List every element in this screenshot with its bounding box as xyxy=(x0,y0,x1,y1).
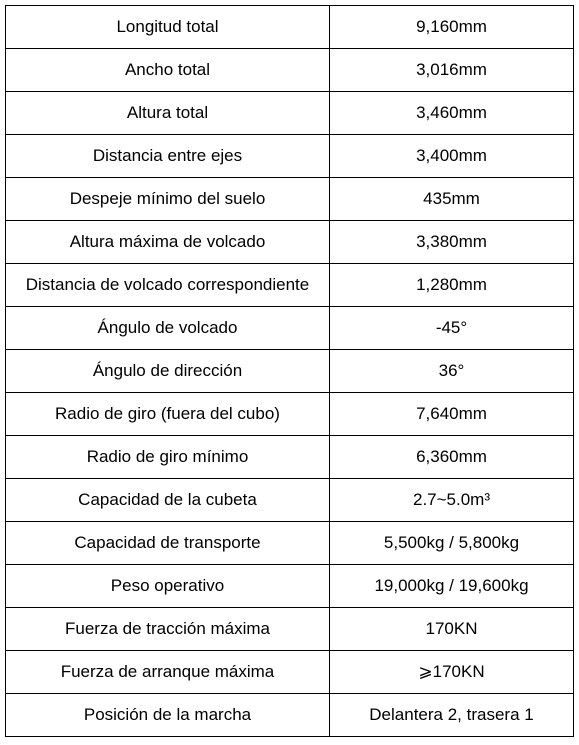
spec-value: 5,500kg / 5,800kg xyxy=(330,522,574,565)
table-row xyxy=(6,393,574,436)
spec-value: 435mm xyxy=(330,178,574,221)
spec-label: Ángulo de dirección xyxy=(6,350,330,393)
table-row xyxy=(6,436,574,479)
spec-value: 36° xyxy=(330,350,574,393)
spec-value: 3,016mm xyxy=(330,49,574,92)
spec-value: -45° xyxy=(330,307,574,350)
spec-value: 170KN xyxy=(330,608,574,651)
spec-value: 2.7~5.0m³ xyxy=(330,479,574,522)
spec-value: 3,380mm xyxy=(330,221,574,264)
spec-value: 3,400mm xyxy=(330,135,574,178)
spec-label: Capacidad de la cubeta xyxy=(6,479,330,522)
spec-label: Radio de giro mínimo xyxy=(6,436,330,479)
spec-label: Peso operativo xyxy=(6,565,330,608)
spec-value: ⩾170KN xyxy=(330,651,574,694)
spec-label: Radio de giro (fuera del cubo) xyxy=(6,393,330,436)
table-row xyxy=(6,608,574,651)
spec-value: 1,280mm xyxy=(330,264,574,307)
spec-label: Posición de la marcha xyxy=(6,694,330,737)
spec-label: Capacidad de transporte xyxy=(6,522,330,565)
table-row xyxy=(6,221,574,264)
spec-label: Ángulo de volcado xyxy=(6,307,330,350)
specifications-table-body xyxy=(6,6,574,737)
table-row xyxy=(6,565,574,608)
table-row xyxy=(6,135,574,178)
spec-label: Fuerza de tracción máxima xyxy=(6,608,330,651)
table-row xyxy=(6,651,574,694)
table-row xyxy=(6,307,574,350)
spec-label: Distancia de volcado correspondiente xyxy=(6,264,330,307)
spec-value: Delantera 2, trasera 1 xyxy=(330,694,574,737)
spec-label: Fuerza de arranque máxima xyxy=(6,651,330,694)
table-row xyxy=(6,479,574,522)
spec-label: Distancia entre ejes xyxy=(6,135,330,178)
spec-label: Altura máxima de volcado xyxy=(6,221,330,264)
table-row xyxy=(6,178,574,221)
table-row xyxy=(6,49,574,92)
spec-label: Despeje mínimo del suelo xyxy=(6,178,330,221)
table-row xyxy=(6,264,574,307)
spec-label: Ancho total xyxy=(6,49,330,92)
table-row xyxy=(6,6,574,49)
spec-value: 9,160mm xyxy=(330,6,574,49)
spec-label: Altura total xyxy=(6,92,330,135)
spec-value: 6,360mm xyxy=(330,436,574,479)
table-row xyxy=(6,92,574,135)
spec-value: 19,000kg / 19,600kg xyxy=(330,565,574,608)
table-row xyxy=(6,350,574,393)
spec-value: 7,640mm xyxy=(330,393,574,436)
table-row xyxy=(6,522,574,565)
spec-value: 3,460mm xyxy=(330,92,574,135)
spec-label: Longitud total xyxy=(6,6,330,49)
table-row xyxy=(6,694,574,737)
specifications-table xyxy=(5,5,574,737)
